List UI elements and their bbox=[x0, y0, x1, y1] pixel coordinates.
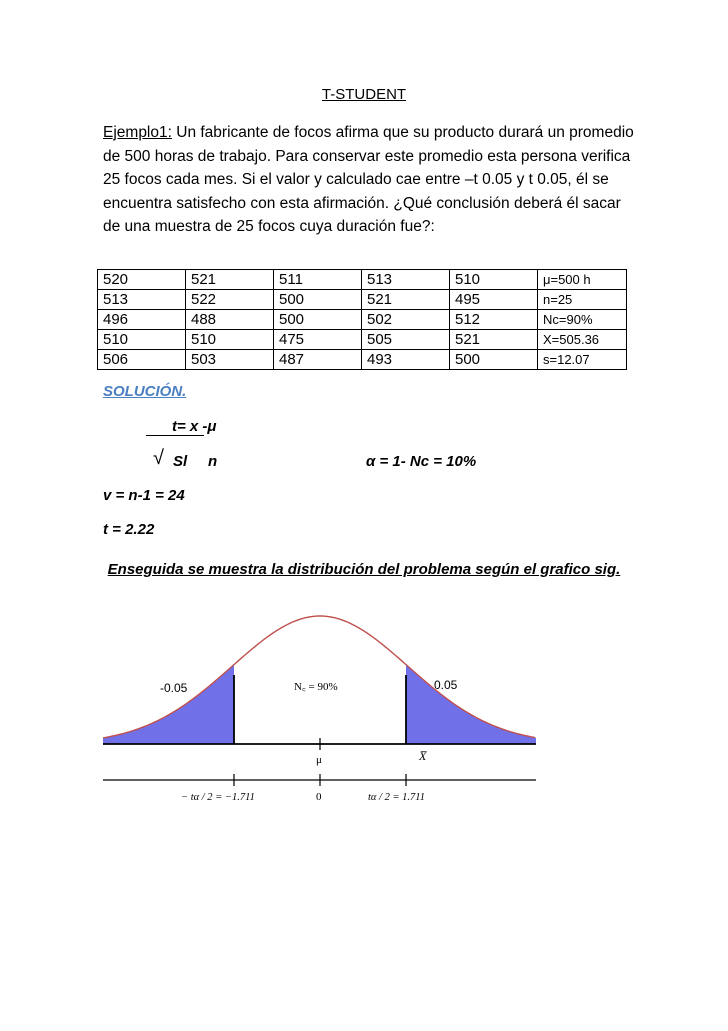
fraction-bar bbox=[146, 435, 204, 436]
stat-cell: X=505.36 bbox=[538, 330, 627, 350]
sqrt-symbol: √ bbox=[153, 447, 164, 469]
solution-heading: SOLUCIÓN. bbox=[103, 383, 187, 400]
table-body bbox=[98, 270, 627, 370]
table-cell: 502 bbox=[362, 310, 450, 330]
table-cell: 512 bbox=[450, 310, 538, 330]
alpha-formula: α = 1- Nc = 10% bbox=[366, 453, 477, 470]
table-row bbox=[98, 310, 627, 330]
table-row bbox=[98, 350, 627, 370]
t-value: t = 2.22 bbox=[103, 521, 155, 538]
left-tail-area bbox=[103, 665, 234, 744]
left-tick-label: − tα / 2 = −1.711 bbox=[181, 792, 255, 803]
table-cell: 505 bbox=[362, 330, 450, 350]
right-tail-area bbox=[406, 665, 536, 744]
table-row bbox=[98, 330, 627, 350]
table-cell: 521 bbox=[186, 270, 274, 290]
table-cell: 521 bbox=[450, 330, 538, 350]
example-text: Un fabricante de focos afirma que su producto durará un promedio de 500 horas de trabajo. Para conservar este promedio esta persona verifica 25 focos cada mes. Si el valor y calculado cae entre –t 0.05 y t 0.05, él se encuentra satisfecho con esta afirmación. ¿Qué conclusión deberá él sacar de una muestra de 25 focos cuya duración fue?: bbox=[103, 124, 634, 236]
right-tick-label: tα / 2 = 1.711 bbox=[368, 792, 426, 803]
table-cell: 500 bbox=[274, 310, 362, 330]
example-paragraph bbox=[103, 121, 638, 239]
sample-data-table bbox=[97, 269, 627, 370]
formula-numerator: t= x -μ bbox=[172, 418, 217, 435]
table-cell: 513 bbox=[98, 290, 186, 310]
example-label: Ejemplo1: bbox=[103, 124, 172, 141]
distribution-caption: Enseguida se muestra la distribución del problema según el grafico sig. bbox=[107, 561, 621, 578]
table-cell: 475 bbox=[274, 330, 362, 350]
mu-label: μ bbox=[316, 754, 322, 766]
formula-denominator: Sl n bbox=[173, 453, 218, 470]
table-cell: 496 bbox=[98, 310, 186, 330]
table-cell: 513 bbox=[362, 270, 450, 290]
table-cell: 487 bbox=[274, 350, 362, 370]
table-cell: 495 bbox=[450, 290, 538, 310]
stat-cell: n=25 bbox=[538, 290, 627, 310]
table-cell: 510 bbox=[450, 270, 538, 290]
table-cell: 510 bbox=[186, 330, 274, 350]
degrees-of-freedom: v = n-1 = 24 bbox=[103, 487, 185, 504]
table-cell: 503 bbox=[186, 350, 274, 370]
xbar-label: X̅ bbox=[419, 749, 427, 763]
table-cell: 506 bbox=[98, 350, 186, 370]
t-distribution-figure bbox=[100, 600, 540, 810]
table-row bbox=[98, 290, 627, 310]
table-cell: 521 bbox=[362, 290, 450, 310]
document-title bbox=[0, 86, 728, 103]
right-area-label: 0.05 bbox=[434, 678, 458, 692]
table-cell: 510 bbox=[98, 330, 186, 350]
table-cell: 500 bbox=[274, 290, 362, 310]
table-cell: 488 bbox=[186, 310, 274, 330]
table-row bbox=[98, 270, 627, 290]
table-cell: 522 bbox=[186, 290, 274, 310]
stat-cell: s=12.07 bbox=[538, 350, 627, 370]
table-cell: 511 bbox=[274, 270, 362, 290]
table-cell: 500 bbox=[450, 350, 538, 370]
stat-cell: Nc=90% bbox=[538, 310, 627, 330]
table-cell: 493 bbox=[362, 350, 450, 370]
table-cell: 520 bbox=[98, 270, 186, 290]
zero-tick-label: 0 bbox=[316, 791, 322, 803]
stat-cell: μ=500 h bbox=[538, 270, 627, 290]
confidence-label: N꜀ = 90% bbox=[294, 681, 338, 693]
left-area-label: -0.05 bbox=[160, 681, 188, 695]
title-text: T-STUDENT bbox=[321, 86, 407, 103]
